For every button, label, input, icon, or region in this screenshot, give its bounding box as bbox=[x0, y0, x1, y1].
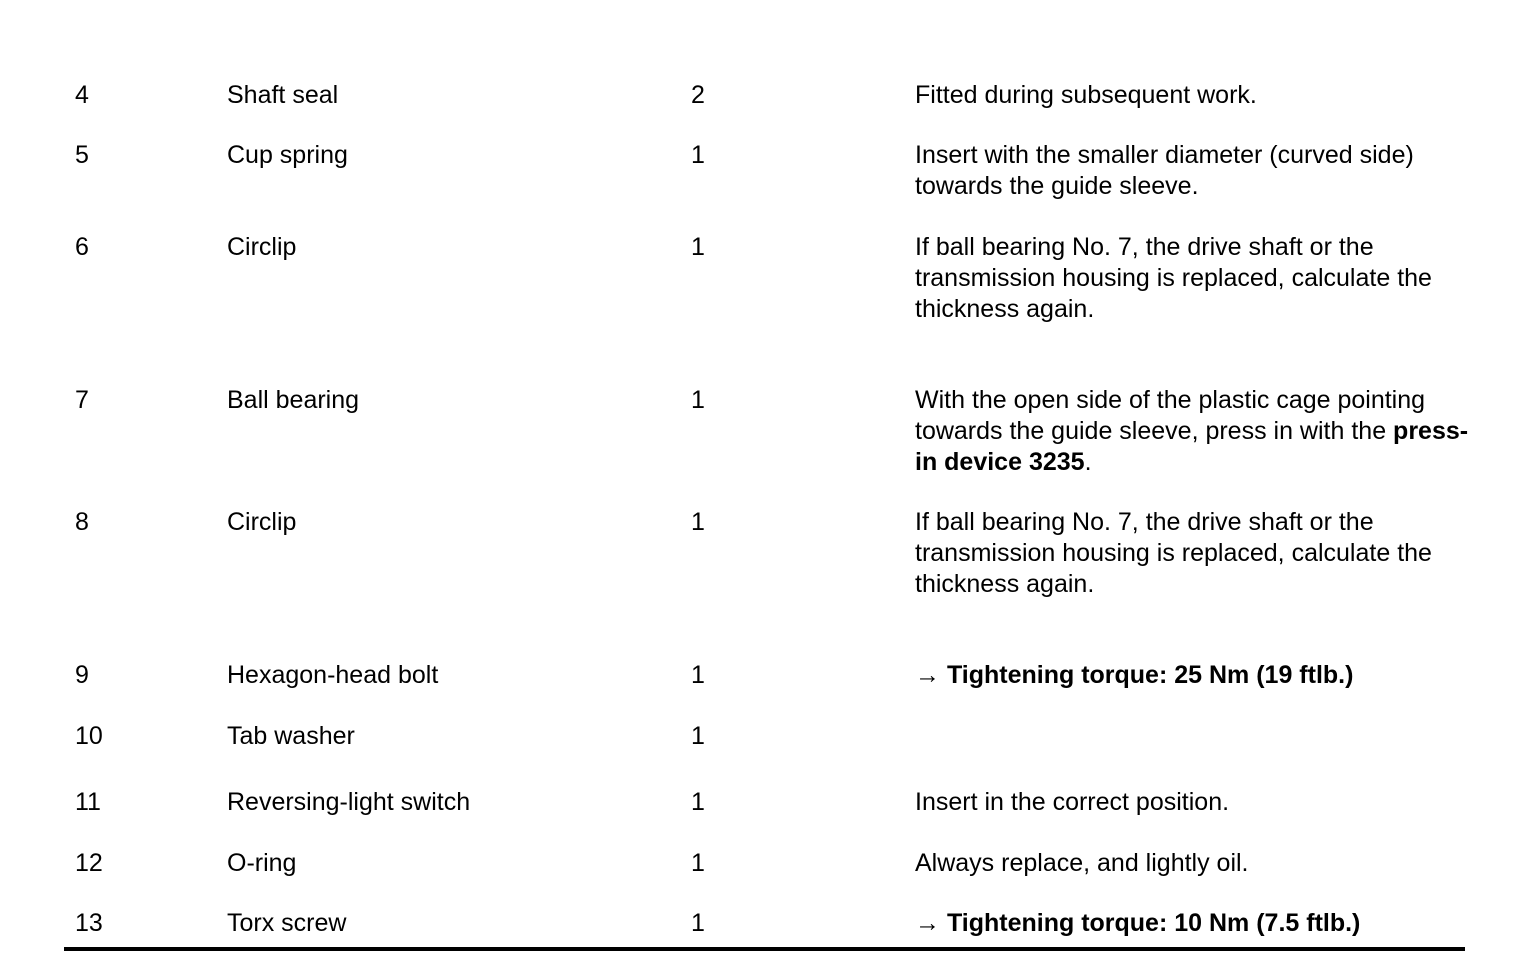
part-name: Torx screw bbox=[227, 909, 347, 937]
quantity: 1 bbox=[691, 141, 705, 169]
part-name: Cup spring bbox=[227, 141, 348, 169]
note bbox=[915, 140, 1475, 202]
note-emphasis: Tightening torque: 25 Nm (19 ftlb.) bbox=[946, 661, 1354, 689]
quantity: 1 bbox=[691, 909, 705, 937]
item-number: 4 bbox=[75, 81, 89, 109]
item-number: 8 bbox=[75, 508, 89, 536]
note-text: If ball bearing No. 7, the drive shaft or the transmission housing is replaced, calculate the thickness again. bbox=[915, 508, 1432, 598]
quantity: 1 bbox=[691, 661, 705, 689]
note bbox=[915, 232, 1475, 325]
quantity: 1 bbox=[691, 722, 705, 750]
note-emphasis: Tightening torque: 10 Nm (7.5 ftlb.) bbox=[946, 909, 1361, 937]
part-name: Ball bearing bbox=[227, 386, 360, 414]
note-text: . bbox=[1084, 448, 1092, 476]
part-name: Circlip bbox=[227, 233, 297, 261]
item-number: 11 bbox=[75, 788, 101, 816]
item-number: 12 bbox=[75, 849, 103, 877]
note-text: Insert with the smaller diameter (curved side) towards the guide sleeve. bbox=[915, 141, 1414, 200]
note-text: Fitted during subsequent work. bbox=[915, 81, 1257, 109]
note bbox=[915, 848, 1475, 879]
part-name: Tab washer bbox=[227, 722, 355, 750]
quantity: 2 bbox=[691, 81, 705, 109]
note-text: If ball bearing No. 7, the drive shaft or the transmission housing is replaced, calculate the thickness again. bbox=[915, 233, 1432, 323]
quantity: 1 bbox=[691, 849, 705, 877]
note bbox=[915, 908, 1475, 939]
table-bottom-rule bbox=[64, 947, 1465, 951]
note bbox=[915, 660, 1475, 691]
item-number: 10 bbox=[75, 722, 103, 750]
note bbox=[915, 80, 1475, 111]
part-name: Reversing-light switch bbox=[227, 788, 471, 816]
item-number: 9 bbox=[75, 661, 89, 689]
quantity: 1 bbox=[691, 386, 705, 414]
quantity: 1 bbox=[691, 788, 705, 816]
note-emphasis: press-in device 3235 bbox=[915, 417, 1469, 476]
item-number: 7 bbox=[75, 386, 89, 414]
note-text: Insert in the correct position. bbox=[915, 788, 1230, 816]
note bbox=[915, 507, 1475, 600]
note-text: → bbox=[915, 909, 947, 937]
note bbox=[915, 787, 1475, 818]
quantity: 1 bbox=[691, 233, 705, 261]
part-name: Hexagon-head bolt bbox=[227, 661, 439, 689]
part-name: O-ring bbox=[227, 849, 297, 877]
note-text: → bbox=[915, 661, 947, 689]
item-number: 13 bbox=[75, 909, 103, 937]
quantity: 1 bbox=[691, 508, 705, 536]
note-text: Always replace, and lightly oil. bbox=[915, 849, 1249, 877]
note-text: With the open side of the plastic cage pointing towards the guide sleeve, press in with the bbox=[915, 386, 1426, 445]
part-name: Shaft seal bbox=[227, 81, 339, 109]
part-name: Circlip bbox=[227, 508, 297, 536]
item-number: 6 bbox=[75, 233, 89, 261]
note bbox=[915, 385, 1475, 478]
item-number: 5 bbox=[75, 141, 89, 169]
